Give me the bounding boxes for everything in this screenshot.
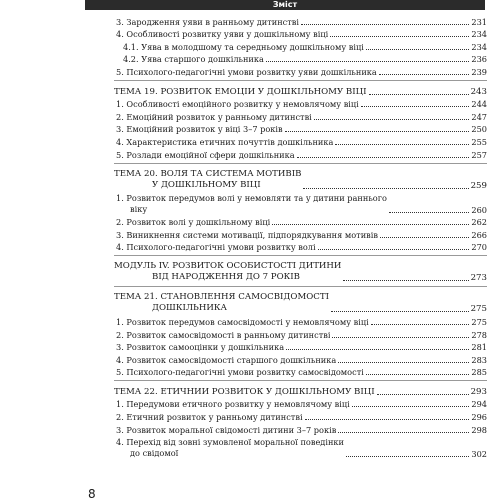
toc-entry[interactable]	[114, 314, 487, 327]
toc-entry-title	[114, 261, 341, 283]
leader-dots	[352, 405, 470, 407]
leader-dots	[297, 156, 470, 158]
toc-page-number: 234	[471, 29, 487, 40]
toc-heading[interactable]	[114, 259, 487, 283]
toc-page-number: 285	[471, 367, 487, 378]
toc-entry-title-line1: МОДУЛЬ IV. РОЗВИТОК ОСОБИСТОСТІ ДИТИНИ	[114, 261, 342, 272]
toc-entry-title: 4. Розвиток самосвідомості старшого дошкільника	[116, 355, 337, 365]
toc-entry-title: 3. Зародження уяви в ранньому дитинстві	[116, 17, 300, 27]
toc-entry-title: 4. Особливості розвитку уяви у дошкільному віці	[116, 30, 329, 40]
toc-entry-title-line1: ТЕМА 20. ВОЛЯ ТА СИСТЕМА МОТИВІВ	[114, 168, 302, 179]
toc-entry-title: 4. Характеристика етичних почуттів дошкільника	[116, 137, 334, 147]
leader-dots	[266, 60, 469, 62]
toc-entry[interactable]	[114, 191, 487, 215]
toc-entry-title: 2. Емоційний розвиток у ранньому дитинстві	[116, 112, 312, 122]
toc-entry-title-line1: 4. Перехід від зовні зумовленої моральної поведінки	[116, 436, 344, 447]
toc-entry-title: 4.1. Уява в молодшому та середньому дошкільному віці	[123, 42, 364, 52]
toc-entry[interactable]	[114, 435, 487, 459]
toc-entry-title: 2. Етичний розвиток у ранньому дитинстві	[116, 413, 303, 423]
toc-page-number: 302	[471, 448, 487, 459]
leader-dots	[366, 48, 469, 50]
leader-dots	[318, 248, 470, 250]
leader-dots	[389, 211, 469, 213]
toc-heading[interactable]	[114, 384, 487, 397]
leader-dots	[380, 236, 469, 238]
toc-page-number: 260	[471, 204, 487, 215]
leader-dots	[314, 118, 470, 120]
toc-entry[interactable]	[114, 215, 487, 228]
toc-page-number: 236	[471, 54, 487, 65]
toc-heading[interactable]	[114, 290, 487, 314]
toc-entry[interactable]	[114, 352, 487, 365]
toc-entry-title-line2: У ДОШКІЛЬНОМУ ВІЦІ	[152, 179, 261, 190]
leader-dots	[343, 279, 468, 281]
page-number: 8	[88, 487, 96, 501]
toc-page-number: 250	[471, 124, 487, 135]
toc-page-number: 298	[471, 424, 487, 435]
toc-entry-title	[116, 193, 387, 215]
toc-entry-title: 5. Розлади емоційної сфери дошкільника	[116, 150, 295, 160]
toc-page-number: 259	[470, 180, 487, 191]
toc-page-number: 296	[471, 412, 487, 423]
toc-entry-title: ТЕМА 19. РОЗВИТОК ЕМОЦІЙ У ДОШКІЛЬНОМУ ВІЦІ	[114, 87, 367, 97]
toc-page-number: 262	[471, 217, 487, 228]
toc-entry-title: 5. Психолого-педагогічні умови розвитку уяви дошкільника	[116, 67, 377, 77]
toc-page-number: 278	[471, 329, 487, 340]
section-divider	[114, 163, 487, 164]
toc-entry[interactable]	[114, 147, 487, 160]
toc-entry[interactable]	[114, 134, 487, 147]
toc-page-number: 244	[471, 99, 487, 110]
toc-entry[interactable]	[114, 397, 487, 410]
toc-page-number: 273	[470, 273, 487, 284]
leader-dots	[305, 418, 470, 420]
toc-page-number: 239	[471, 66, 487, 77]
leader-dots	[332, 336, 469, 338]
toc-entry[interactable]	[114, 227, 487, 240]
leader-dots	[371, 323, 470, 325]
leader-dots	[346, 455, 469, 457]
leader-dots	[330, 35, 469, 37]
toc-entry[interactable]	[114, 365, 487, 378]
leader-dots	[369, 93, 469, 95]
toc-entry-title-line1: 1. Розвиток передумов волі у немовляти та у дитини раннього	[116, 192, 387, 203]
toc-page-number: 294	[471, 399, 487, 410]
toc-entry[interactable]	[114, 109, 487, 122]
toc-entry-title-line2: ДОШКІЛЬНИКА	[152, 303, 227, 314]
toc-page-number: 243	[470, 86, 487, 97]
toc-entry-title-line2: до свідомої	[130, 447, 179, 458]
section-divider	[114, 80, 487, 81]
toc-entry-title: 2. Розвиток волі у дошкільному віці	[116, 218, 271, 228]
toc-page-number: 275	[471, 316, 487, 327]
toc-entry-title-line2: ВІД НАРОДЖЕННЯ ДО 7 РОКІВ	[152, 272, 300, 283]
toc-entry-title: 2. Розвиток самосвідомості в ранньому дитинстві	[116, 330, 331, 340]
toc-entry[interactable]	[114, 122, 487, 135]
toc-entry-title-line1: ТЕМА 21. СТАНОВЛЕННЯ САМОСВІДОМОСТІ	[114, 292, 330, 303]
toc-entry-title: 3. Розвиток самооцінки у дошкільника	[116, 343, 285, 353]
toc-entry-title: ТЕМА 22. ЕТИЧНИЙ РОЗВИТОК У ДОШКІЛЬНОМУ ВІЦІ	[114, 387, 375, 397]
toc-entry-title: 1. Розвиток передумов самосвідомості у немовлячому віці	[116, 317, 369, 327]
toc-entry[interactable]	[114, 39, 487, 52]
section-divider	[114, 286, 487, 287]
toc-entry[interactable]	[114, 340, 487, 353]
leader-dots	[366, 373, 470, 375]
toc-entry-title: 3. Розвиток моральної свідомості дитини 3–7 років	[116, 425, 337, 435]
toc-entry-title	[114, 169, 301, 191]
toc-heading[interactable]	[114, 167, 487, 191]
toc-entry[interactable]	[114, 97, 487, 110]
leader-dots	[377, 393, 469, 395]
section-divider	[114, 255, 487, 256]
toc-page-number: 257	[471, 149, 487, 160]
leader-dots	[331, 310, 469, 312]
toc-page-number: 281	[471, 342, 487, 353]
toc-entry[interactable]	[114, 14, 487, 27]
toc-page-number: 275	[470, 304, 487, 315]
toc-entry-title: 5. Психолого-педагогічні умови розвитку самосвідомості	[116, 368, 364, 378]
toc-entry[interactable]	[114, 422, 487, 435]
toc-entry-title: 1. Передумови етичного розвитку у немовлячому віці	[116, 400, 350, 410]
toc-page-number: 266	[471, 229, 487, 240]
toc-entry[interactable]	[114, 52, 487, 65]
toc-page-number: 293	[470, 386, 487, 397]
toc-page-number: 231	[471, 16, 487, 27]
leader-dots	[301, 23, 469, 25]
page-header: Зміст	[85, 0, 485, 10]
leader-dots	[286, 348, 469, 350]
leader-dots	[303, 187, 468, 189]
toc-entry-title	[116, 437, 344, 459]
toc-heading[interactable]	[114, 84, 487, 97]
toc-entry-title: 4. Психолого-педагогічні умови розвитку волі	[116, 243, 316, 253]
toc-entry-title: 3. Емоційний розвиток у віці 3–7 років	[116, 125, 283, 135]
leader-dots	[379, 73, 470, 75]
leader-dots	[338, 431, 469, 433]
leader-dots	[361, 105, 470, 107]
toc-entry-title: 1. Особливості емоційного розвитку у немовлячому віці	[116, 100, 359, 110]
toc-entry[interactable]	[114, 27, 487, 40]
toc-page-number: 283	[471, 354, 487, 365]
leader-dots	[335, 143, 469, 145]
toc-page-number: 234	[471, 41, 487, 52]
toc-entry[interactable]	[114, 240, 487, 253]
leader-dots	[338, 361, 469, 363]
toc-entry[interactable]	[114, 64, 487, 77]
toc-entry-title	[114, 292, 329, 314]
toc-entry-title: 3. Виникнення системи мотивації, підпорядкування мотивів	[116, 230, 378, 240]
leader-dots	[285, 130, 470, 132]
table-of-contents	[114, 14, 487, 459]
toc-page-number: 247	[471, 111, 487, 122]
toc-entry-title: 4.2. Уява старшого дошкільника	[123, 55, 264, 65]
leader-dots	[272, 223, 469, 225]
toc-entry-title-line2: віку	[130, 203, 148, 214]
section-divider	[114, 380, 487, 381]
toc-entry[interactable]	[114, 409, 487, 422]
toc-entry[interactable]	[114, 327, 487, 340]
toc-page-number: 255	[471, 136, 487, 147]
toc-page-number: 270	[471, 242, 487, 253]
